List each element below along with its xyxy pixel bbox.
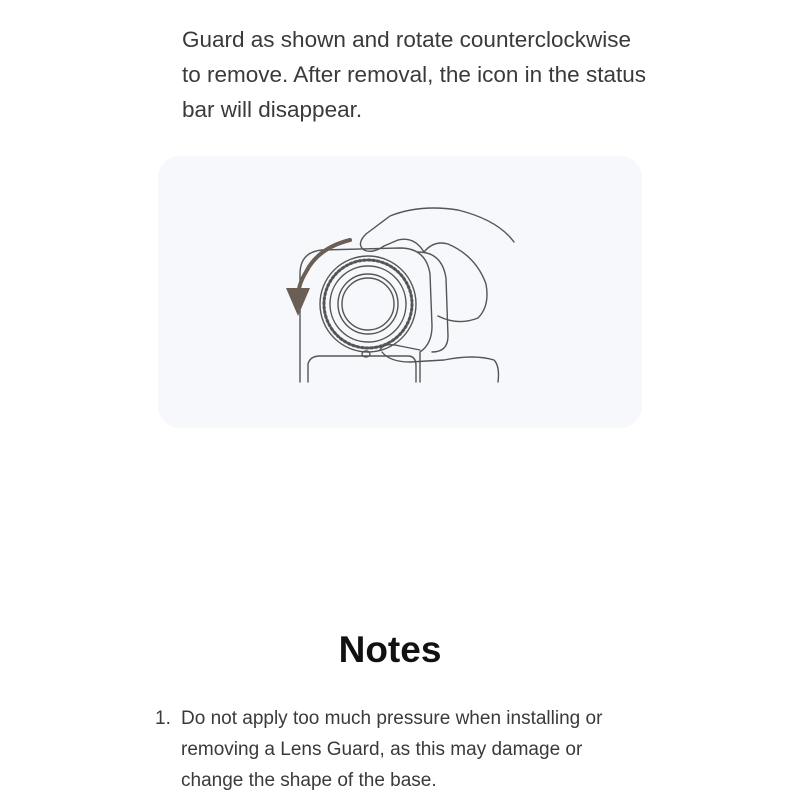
- note-item: [155, 703, 635, 796]
- notes-list: [155, 703, 635, 796]
- intro-paragraph: Guard as shown and rotate counterclockwise to remove. After removal, the icon in the status bar will disappear.: [182, 27, 646, 122]
- camera-body-inner-line: [308, 356, 416, 382]
- note-number: 1.: [155, 708, 171, 729]
- hand-rotating-lens-guard-drawing: [158, 156, 642, 428]
- lens-guard-removal-illustration: [158, 156, 642, 428]
- camera-side-panel: [418, 252, 448, 352]
- lens-guard-outer-ring: [320, 256, 416, 352]
- notes-heading: Notes: [338, 629, 442, 670]
- lens-glass-ring: [338, 274, 398, 334]
- upper-hand-outline: [360, 208, 514, 251]
- counterclockwise-arrow-head: [286, 288, 310, 316]
- lens-glass-inner: [342, 278, 394, 330]
- lens-guard-knurl-ring: [324, 260, 412, 348]
- note-text: Do not apply too much pressure when installing or removing a Lens Guard, as this may damage or change the shape of the base.: [181, 708, 603, 791]
